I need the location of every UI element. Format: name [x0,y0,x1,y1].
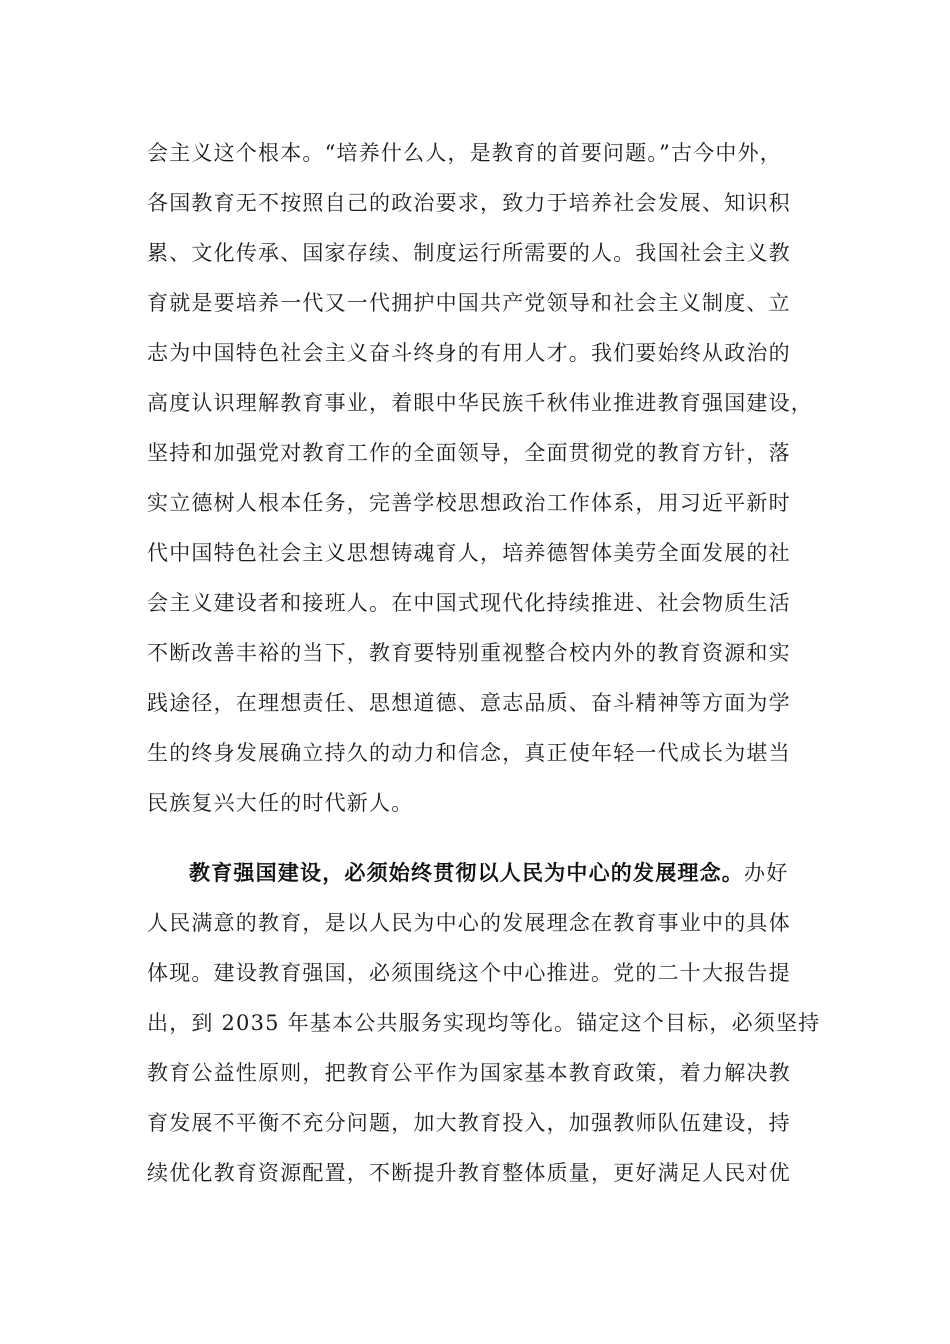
text-line: 生的终身发展确立持久的动力和信念，真正使年轻一代成长为堪当 [147,741,791,765]
text-line: 体现。建设教育强国，必须围绕这个中心推进。党的二十大报告提 [147,961,791,985]
text-line: 育就是要培养一代又一代拥护中国共产党领导和社会主义制度、立 [147,291,791,315]
text-line: 代中国特色社会主义思想铸魂育人，培养德智体美劳全面发展的社 [147,541,791,565]
text-line: 人民满意的教育，是以人民为中心的发展理念在教育事业中的具体 [147,911,791,935]
text-line: 累、文化传承、国家存续、制度运行所需要的人。我国社会主义教 [147,241,791,265]
text-line: 各国教育无不按照自己的政治要求，致力于培养社会发展、知识积 [147,191,791,215]
paragraph-2-first-line [147,848,827,898]
paragraph-2 [147,848,827,1198]
text-line: 不断改善丰裕的当下，教育要特别重视整合校内外的教育资源和实 [147,641,791,665]
text-line: 续优化教育资源配置，不断提升教育整体质量，更好满足人民对优 [147,1161,791,1185]
first-line-text: 办好 [744,861,789,885]
text-line: 出，到 2035 年基本公共服务实现均等化。锚定这个目标，必须坚持 [147,1011,821,1035]
text-line: 会主义这个根本。“培养什么人，是教育的首要问题。”古今中外， [147,141,782,165]
text-line: 教育公益性原则，把教育公平作为国家基本教育政策，着力解决教 [147,1061,791,1085]
text-line: 育发展不平衡不充分问题，加大教育投入，加强教师队伍建设，持 [147,1111,791,1135]
text-line: 民族复兴大任的时代新人。 [147,791,414,815]
text-line: 会主义建设者和接班人。在中国式现代化持续推进、社会物质生活 [147,591,791,615]
text-line: 践途径，在理想责任、思想道德、意志品质、奋斗精神等方面为学 [147,691,791,715]
paragraph-heading: 教育强国建设，必须始终贯彻以人民为中心的发展理念。 [189,860,744,885]
paragraph-1 [147,128,827,828]
text-line: 高度认识理解教育事业，着眼中华民族千秋伟业推进教育强国建设， [147,391,813,415]
text-line: 坚持和加强党对教育工作的全面领导，全面贯彻党的教育方针，落 [147,441,791,465]
text-line: 志为中国特色社会主义奋斗终身的有用人才。我们要始终从政治的 [147,341,791,365]
text-line: 实立德树人根本任务，完善学校思想政治工作体系，用习近平新时 [147,491,791,515]
